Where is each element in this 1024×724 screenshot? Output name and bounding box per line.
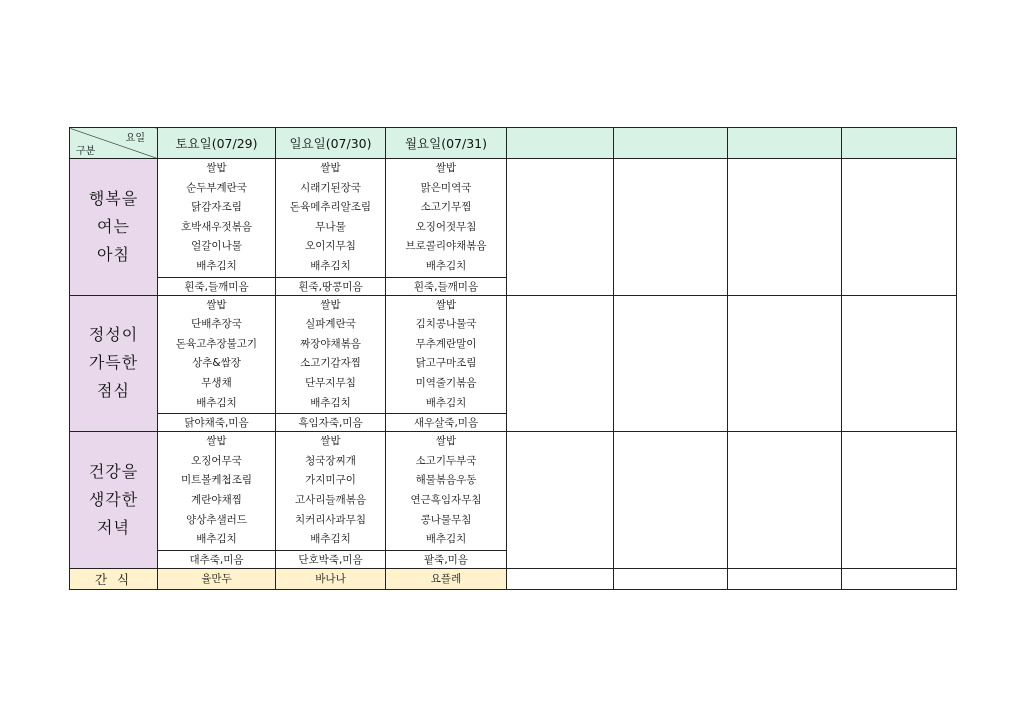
dish-item: 무생채 [201, 376, 232, 389]
breakfast-day-1-porridge: 흰죽,땅콩미음 [276, 277, 386, 295]
dish-item: 쌀밥 [206, 435, 227, 448]
lunch-day-1-dishes [276, 295, 386, 414]
dish-item: 배추김치 [425, 259, 467, 272]
dish-item: 소고기무찜 [420, 201, 472, 214]
day-header-sat: 토요일(07/29) [158, 128, 276, 159]
breakfast-dishes-row [70, 159, 957, 278]
breakfast-day-1-dishes [276, 159, 386, 278]
dish-item: 오이지무침 [305, 240, 356, 253]
dish-item: 콩나물무침 [420, 513, 472, 526]
dish-item: 치커리사과무침 [294, 513, 366, 526]
dish-item: 배추김치 [425, 396, 467, 409]
dish-item: 오징어무국 [191, 454, 242, 467]
empty-cell [842, 568, 957, 589]
dish-item: 배추김치 [310, 259, 351, 272]
dish-item: 닭감자조림 [191, 201, 242, 214]
dish-item: 돈육고추장불고기 [175, 337, 258, 350]
dinner-label-line: 저녁 [97, 517, 130, 537]
dish-item: 짜장야채볶음 [300, 337, 361, 350]
empty-cell [507, 432, 614, 569]
dish-item: 청국장찌개 [305, 454, 356, 467]
empty-cell [614, 432, 728, 569]
lunch-day-2-porridge: 새우살죽,미음 [386, 414, 507, 432]
dish-item: 연근흑임자무침 [410, 493, 482, 506]
dish-item: 실파계란국 [305, 318, 356, 331]
empty-header-cell [728, 128, 842, 159]
breakfast-label [70, 159, 158, 296]
lunch-label-line: 정성이 [88, 325, 139, 345]
dish-item: 쌀밥 [206, 298, 227, 311]
empty-cell [507, 159, 614, 296]
empty-cell [842, 432, 957, 569]
dish-item: 쌀밥 [320, 298, 341, 311]
dish-item: 오징어젓무침 [415, 220, 477, 233]
empty-cell [614, 295, 728, 432]
lunch-label-line: 점심 [97, 381, 130, 401]
dish-item: 배추김치 [196, 396, 237, 409]
dish-item: 미역줄기볶음 [415, 376, 477, 389]
dish-item: 돈육메추리알조림 [289, 201, 372, 214]
dinner-day-1-dishes [276, 432, 386, 551]
dish-item: 배추김치 [196, 259, 237, 272]
empty-cell [507, 295, 614, 432]
dinner-day-2-porridge: 팥죽,미음 [386, 550, 507, 568]
empty-cell [728, 295, 842, 432]
breakfast-label-line: 아침 [97, 244, 130, 264]
snack-item: 바나나 [276, 568, 386, 589]
dish-item: 호박새우젓볶음 [180, 220, 252, 233]
breakfast-label-line: 여는 [97, 216, 130, 236]
corner-cell [70, 128, 158, 159]
empty-cell [614, 159, 728, 296]
dish-item: 쌀밥 [320, 435, 341, 448]
dinner-label [70, 432, 158, 569]
empty-cell [842, 295, 957, 432]
lunch-day-0-porridge: 닭야채죽,미음 [158, 414, 276, 432]
dish-item: 단배추장국 [191, 318, 242, 331]
lunch-day-2-dishes [386, 295, 507, 414]
dish-item: 얼갈이나물 [191, 240, 242, 253]
dish-item: 계란야채찜 [191, 493, 242, 506]
breakfast-day-0-porridge: 흰죽,들깨미음 [158, 277, 276, 295]
dish-item: 단무지무침 [305, 376, 356, 389]
empty-header-cell [842, 128, 957, 159]
snack-item: 요플레 [386, 568, 507, 589]
dinner-day-0-dishes [158, 432, 276, 551]
dish-item: 상추&쌈장 [192, 357, 241, 370]
empty-header-cell [614, 128, 728, 159]
dish-item: 배추김치 [196, 533, 237, 546]
dish-item: 고사리들깨볶음 [294, 493, 366, 506]
snack-label: 간 식 [70, 568, 158, 589]
dish-item: 무추계란말이 [415, 337, 477, 350]
dish-item: 시래기된장국 [300, 181, 361, 194]
dish-item: 양상추샐러드 [186, 513, 247, 526]
dish-item: 쌀밥 [206, 162, 227, 174]
dish-item: 소고기두부국 [415, 454, 477, 467]
dish-item: 해물볶음우동 [415, 474, 477, 487]
menu-body [70, 128, 957, 590]
lunch-day-1-porridge: 흑임자죽,미음 [276, 414, 386, 432]
dish-item: 쌀밥 [435, 435, 457, 448]
snack-item: 율만두 [158, 568, 276, 589]
breakfast-day-2-dishes [386, 159, 507, 278]
empty-cell [507, 568, 614, 589]
breakfast-day-0-dishes [158, 159, 276, 278]
empty-cell [842, 159, 957, 296]
dish-item: 쌀밥 [435, 162, 457, 174]
snack-row [70, 568, 957, 589]
dish-item: 배추김치 [310, 533, 351, 546]
dish-item: 브로콜리야채볶음 [405, 240, 487, 253]
dinner-label-line: 생각한 [88, 489, 139, 509]
empty-header-cell [507, 128, 614, 159]
corner-day-label: 요일 [125, 133, 145, 144]
breakfast-label-line: 행복을 [88, 188, 139, 208]
dish-item: 무나물 [315, 220, 346, 233]
dinner-day-2-dishes [386, 432, 507, 551]
dish-item: 배추김치 [310, 396, 351, 409]
dish-item: 가지미구이 [305, 474, 356, 487]
day-header-sun: 일요일(07/30) [276, 128, 386, 159]
dish-item: 쌀밥 [435, 298, 457, 311]
dish-item: 순두부계란국 [186, 181, 247, 194]
empty-cell [728, 159, 842, 296]
weekly-menu-table [69, 127, 957, 590]
dish-item: 소고기감자찜 [300, 357, 361, 370]
empty-cell [614, 568, 728, 589]
lunch-label [70, 295, 158, 432]
dish-item: 맑은미역국 [420, 181, 472, 194]
dish-item: 닭고구마조림 [415, 357, 477, 370]
lunch-day-0-dishes [158, 295, 276, 414]
day-header-mon: 월요일(07/31) [386, 128, 507, 159]
breakfast-day-2-porridge: 흰죽,들깨미음 [386, 277, 507, 295]
empty-cell [728, 568, 842, 589]
dish-item: 김치콩나물국 [415, 318, 477, 331]
dish-item: 배추김치 [425, 533, 467, 546]
dinner-dishes-row [70, 432, 957, 551]
lunch-dishes-row [70, 295, 957, 414]
dish-item: 미트볼케첩조림 [180, 474, 252, 487]
lunch-label-line: 가득한 [88, 353, 139, 373]
header-row [70, 128, 957, 159]
dinner-day-0-porridge: 대추죽,미음 [158, 550, 276, 568]
dinner-label-line: 건강을 [88, 461, 139, 481]
corner-category-label: 구분 [76, 146, 96, 157]
dinner-day-1-porridge: 단호박죽,미음 [276, 550, 386, 568]
dish-item: 쌀밥 [320, 162, 341, 174]
empty-cell [728, 432, 842, 569]
